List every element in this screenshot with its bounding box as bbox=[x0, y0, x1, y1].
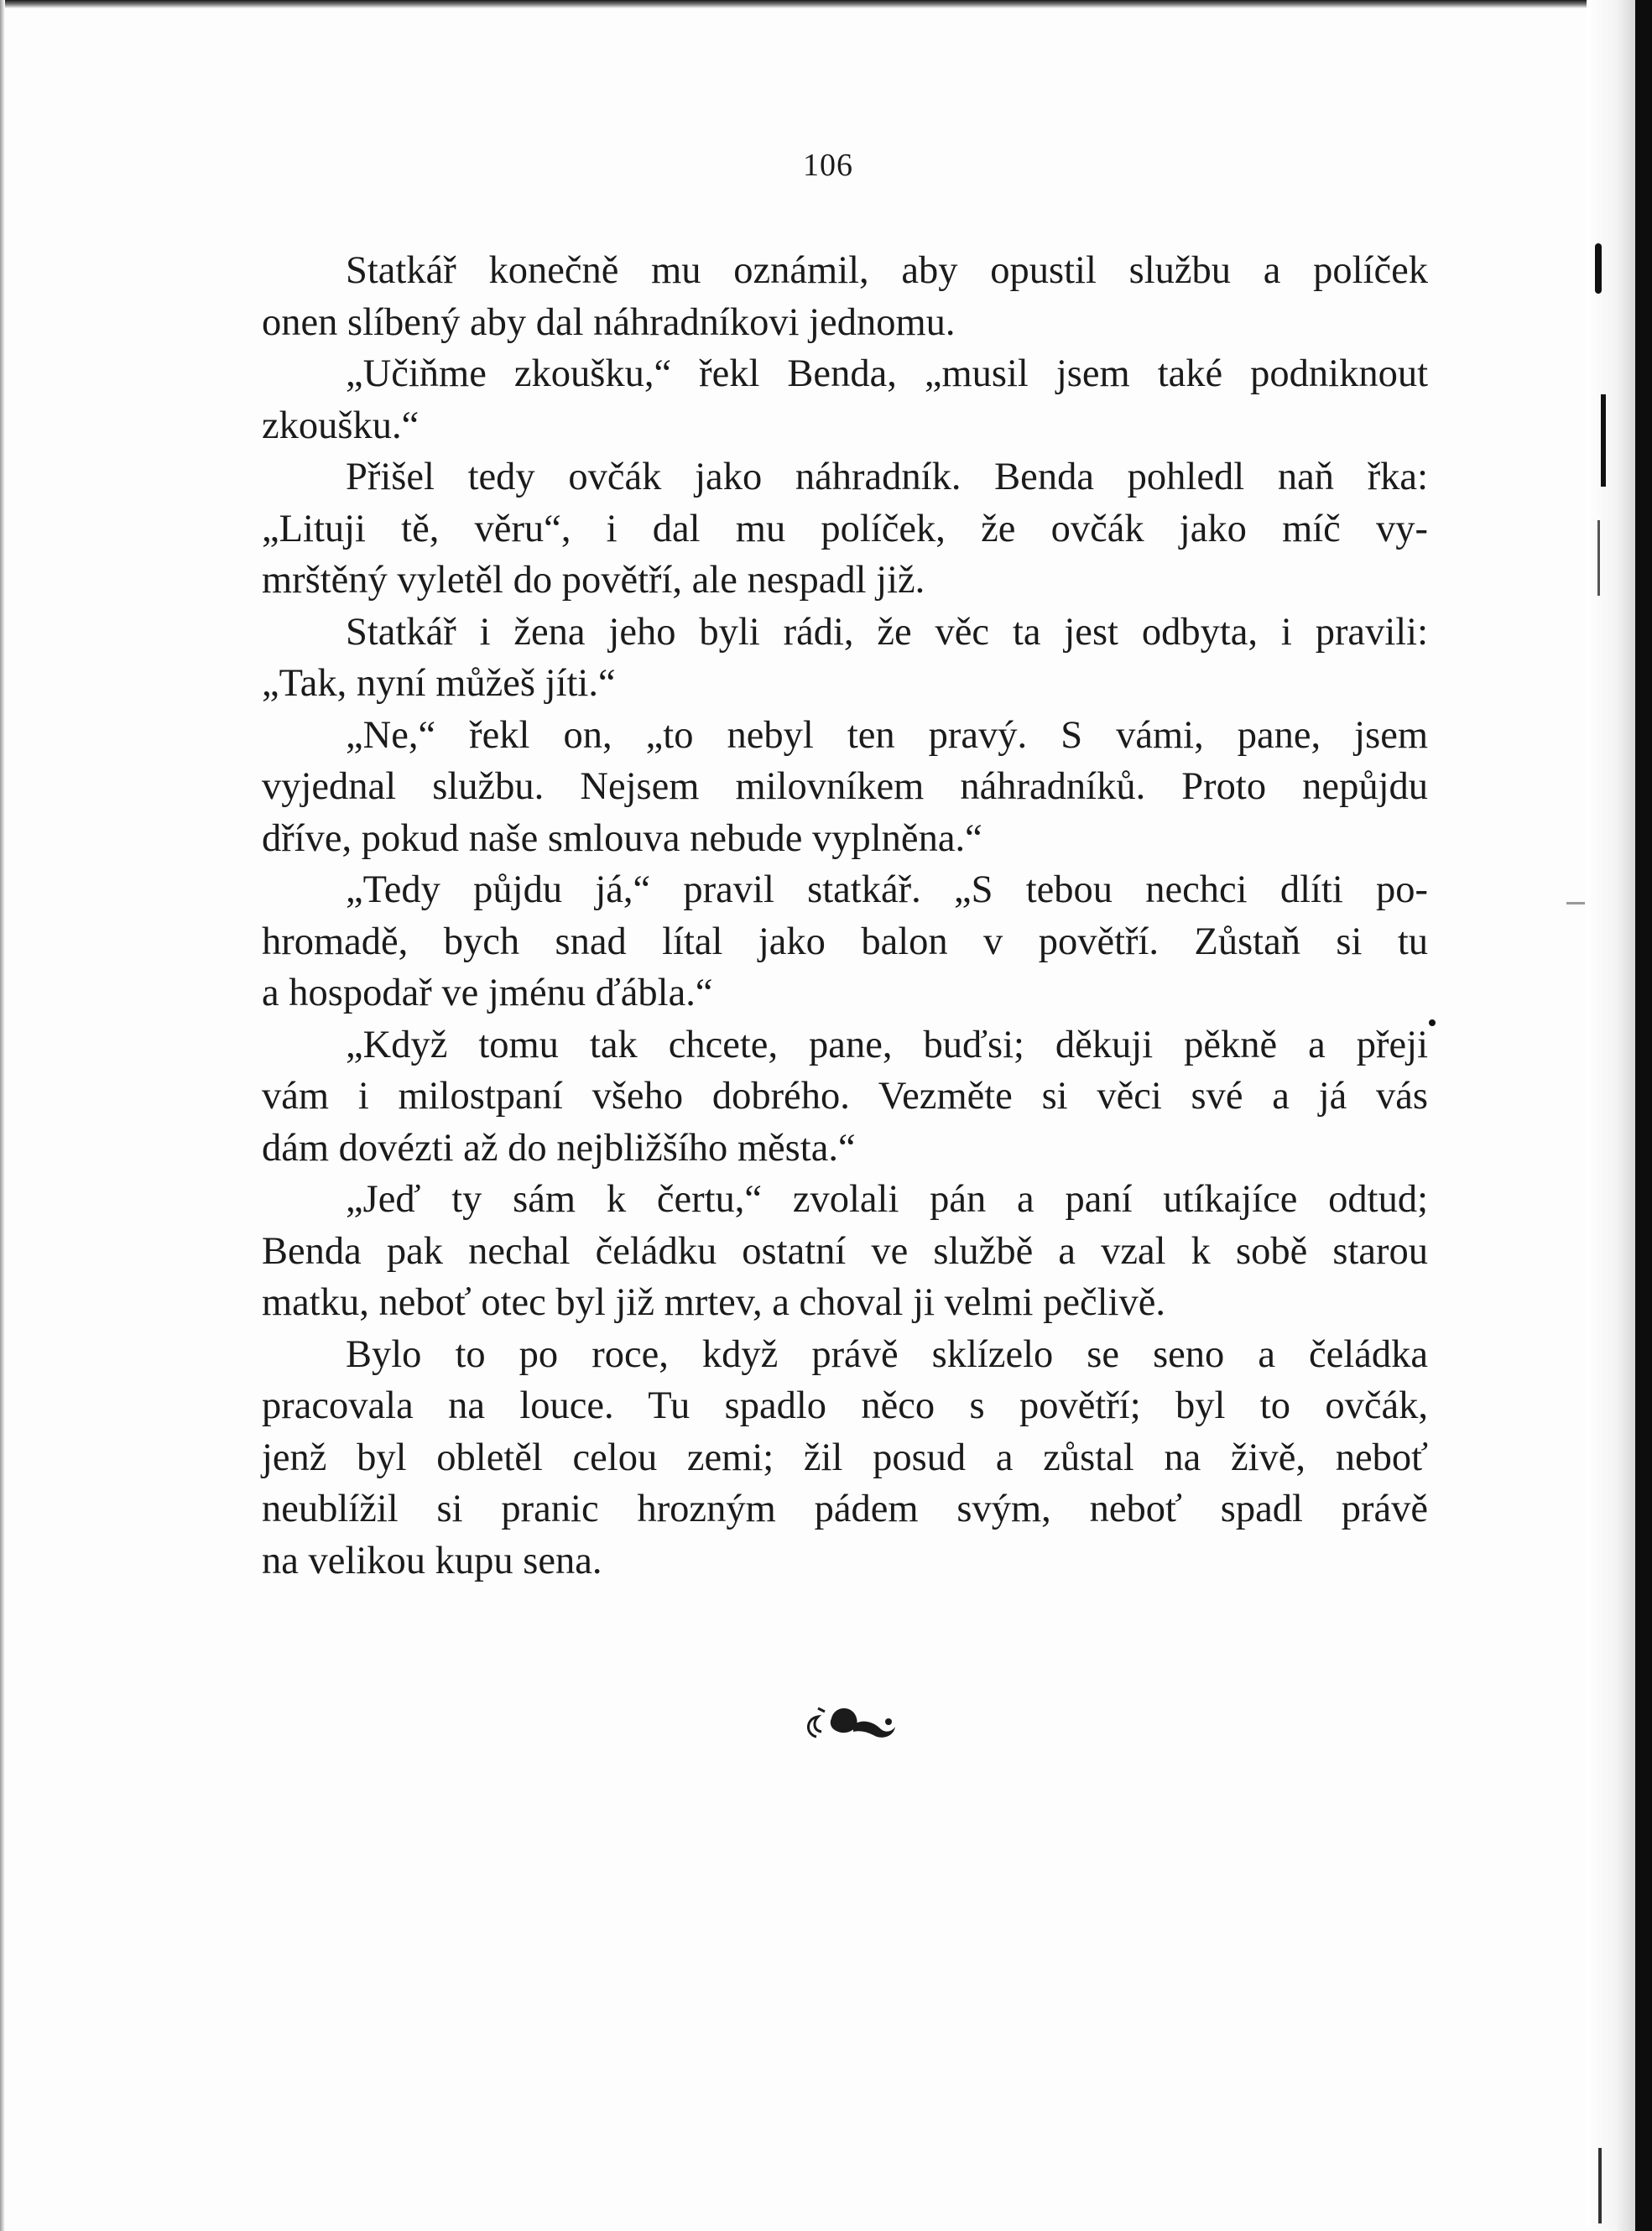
body-text bbox=[262, 245, 1428, 1587]
text-line: a hospodař ve jménu ďábla.“ bbox=[262, 972, 713, 1014]
scan-speck bbox=[1597, 520, 1600, 596]
text-line: vám i milostpaní všeho dobrého. Vezměte si věci své a já vás bbox=[262, 1075, 1428, 1118]
text-line: hromadě, bych snad lítal jako balon v povětří. Zůstaň si tu bbox=[262, 920, 1428, 963]
text-line: „Když tomu tak chcete, pane, buďsi; děkuji pěkně a přeji bbox=[346, 1023, 1428, 1066]
fleuron-icon bbox=[801, 1693, 902, 1752]
scan-speck bbox=[1429, 1019, 1436, 1026]
scan-edge-right bbox=[1635, 0, 1652, 2231]
text-line: Statkář i žena jeho byli rádi, že věc ta jest odbyta, i pravili: bbox=[346, 610, 1428, 654]
text-line: neublížil si pranic hrozným pádem svým, neboť spadl právě bbox=[262, 1488, 1428, 1530]
text-line: dříve, pokud naše smlouva nebude vyplněna.“ bbox=[262, 816, 982, 860]
text-line: mrštěný vyletěl do povětří, ale nespadl již. bbox=[262, 559, 925, 602]
text-line: matku, neboť otec byl již mrtev, a choval ji velmi pečlivě. bbox=[262, 1281, 1165, 1324]
text-line: Bylo to po roce, když právě sklízelo se seno a čeládka bbox=[346, 1332, 1428, 1376]
scan-speck bbox=[1601, 394, 1606, 487]
text-line: pracovala na louce. Tu spadlo něco s povětří; byl to ovčák, bbox=[262, 1384, 1428, 1427]
page-number: 106 bbox=[803, 148, 853, 183]
text-line: Statkář konečně mu oznámil, aby opustil službu a políček bbox=[346, 249, 1428, 292]
text-line: „Ne,“ řekl on, „to nebyl ten pravý. S vámi, pane, jsem bbox=[346, 713, 1428, 757]
scan-edge-left bbox=[0, 0, 5, 2231]
text-line: „Jeď ty sám k čertu,“ zvolali pán a paní utíkajíce odtud; bbox=[346, 1178, 1428, 1221]
text-line: zkoušku.“ bbox=[262, 404, 420, 447]
text-line: onen slíbený aby dal náhradníkovi jednomu. bbox=[262, 300, 956, 344]
text-line: „Lituji tě, věru“, i dal mu políček, že ovčák jako míč vy- bbox=[262, 507, 1428, 550]
scan-speck bbox=[1566, 902, 1585, 904]
text-line: Benda pak nechal čeládku ostatní ve službě a vzal k sobě starou bbox=[262, 1229, 1428, 1273]
text-line: vyjednal službu. Nejsem milovníkem náhradníků. Proto nepůjdu bbox=[262, 765, 1428, 808]
text-line: na velikou kupu sena. bbox=[262, 1539, 602, 1582]
scan-speck bbox=[1595, 243, 1602, 294]
text-line: dám dovézti až do nejbližšího města.“ bbox=[262, 1126, 856, 1170]
scan-edge-shadow bbox=[1587, 0, 1635, 2231]
text-line: Přišel tedy ovčák jako náhradník. Benda pohledl naň řka: bbox=[346, 456, 1428, 498]
text-line: „Tak, nyní můžeš jíti.“ bbox=[262, 662, 616, 705]
scan-speck bbox=[1598, 2148, 1602, 2223]
text-line: „Učiňme zkoušku,“ řekl Benda, „musil jsem také podniknout bbox=[346, 352, 1428, 395]
text-line: „Tedy půjdu já,“ pravil statkář. „S tebou nechci dlíti po- bbox=[346, 868, 1428, 911]
scan-edge-top bbox=[0, 0, 1652, 8]
text-line: jenž byl obletěl celou zemi; žil posud a zůstal na živě, neboť bbox=[262, 1436, 1428, 1479]
